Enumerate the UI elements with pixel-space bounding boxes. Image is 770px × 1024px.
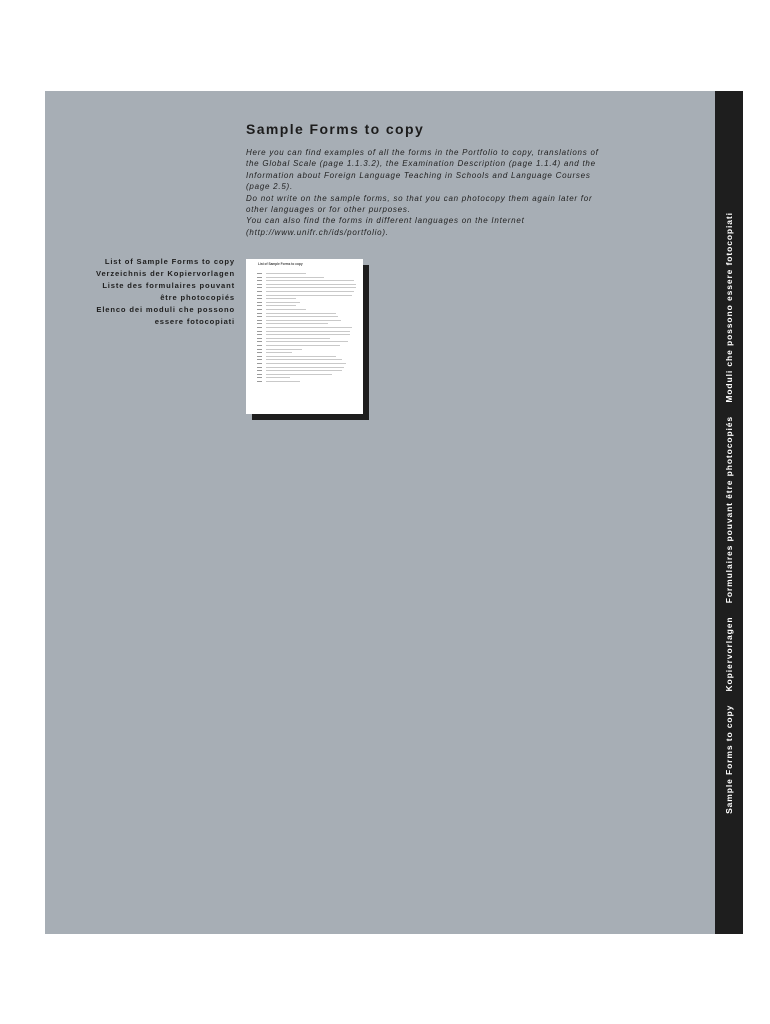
thumbnail-line [266, 359, 342, 360]
thumbnail-line-number [257, 334, 262, 335]
thumbnail-line-number [257, 338, 262, 339]
thumbnail-line-number [257, 284, 262, 285]
sidebar-label-en: Sample Forms to copy [724, 704, 734, 814]
thumbnail-line [266, 349, 302, 350]
intro-paragraph-2: Do not write on the sample forms, so that you can photocopy them again later for other languages or for other purposes. [246, 193, 593, 215]
thumbnail-line-number [257, 345, 262, 346]
thumbnail-line [266, 295, 352, 296]
thumbnail-line [266, 352, 292, 353]
thumbnail-line [266, 291, 354, 292]
sidebar-label-it: Moduli che possono essere fotocopiati [724, 211, 734, 403]
thumbnail-line-number [257, 305, 262, 306]
list-labels [95, 256, 235, 328]
sidebar-label-fr: Formulaires pouvant être photocopiés [724, 415, 734, 603]
thumbnail-title: List of Sample Forms to copy [258, 262, 303, 266]
form-list-thumbnail [246, 259, 363, 414]
thumbnail-line-number [257, 331, 262, 332]
thumbnail-line-number [257, 352, 262, 353]
thumbnail-line [266, 277, 324, 278]
thumbnail-line-number [257, 359, 262, 360]
thumbnail-line [266, 345, 340, 346]
thumbnail-line [266, 381, 300, 382]
list-label-it: Elenco dei moduli che possono essere fotocopiati [96, 305, 235, 326]
thumbnail-line-number [257, 277, 262, 278]
thumbnail-line-number [257, 320, 262, 321]
thumbnail-line [266, 305, 296, 306]
thumbnail-line [266, 302, 300, 303]
thumbnail-line [266, 363, 346, 364]
thumbnail-line [266, 313, 336, 314]
thumbnail-line-number [257, 298, 262, 299]
thumbnail-line-number [257, 291, 262, 292]
intro-text [246, 147, 606, 238]
thumbnail-line [266, 320, 341, 321]
thumbnail-line-number [257, 323, 262, 324]
thumbnail-line [266, 287, 356, 288]
thumbnail-line [266, 356, 336, 357]
thumbnail-line-number [257, 327, 262, 328]
thumbnail-line-number [257, 341, 262, 342]
thumbnail-line-number [257, 356, 262, 357]
thumbnail-line [266, 316, 338, 317]
thumbnail-line [266, 273, 306, 274]
thumbnail-line [266, 298, 296, 299]
thumbnail-line [266, 370, 342, 371]
list-label-de: Verzeichnis der Kopiervorlagen [95, 269, 235, 278]
thumbnail-line-number [257, 302, 262, 303]
thumbnail-line-number [257, 370, 262, 371]
thumbnail-line-number [257, 349, 262, 350]
thumbnail-line-number [257, 367, 262, 368]
thumbnail-line [266, 284, 356, 285]
thumbnail-line-number [257, 313, 262, 314]
thumbnail-line [266, 331, 350, 332]
thumbnail-line-number [257, 374, 262, 375]
thumbnail-line-number [257, 280, 262, 281]
sidebar-title [724, 207, 734, 819]
thumbnail-line [266, 280, 354, 281]
section-sidebar [715, 91, 743, 934]
thumbnail-line-number [257, 316, 262, 317]
thumbnail-line [266, 327, 352, 328]
thumbnail-line [266, 374, 332, 375]
thumbnail-line [266, 341, 348, 342]
thumbnail-line [266, 377, 290, 378]
sidebar-label-de: Kopiervorlagen [724, 616, 734, 691]
thumbnail-line [266, 334, 350, 335]
thumbnail-line [266, 323, 328, 324]
list-label-en: List of Sample Forms to copy [104, 257, 235, 266]
thumbnail-line-number [257, 287, 262, 288]
list-label-fr: Liste des formulaires pouvant être photocopiés [102, 281, 235, 302]
thumbnail-line-number [257, 363, 262, 364]
thumbnail-line [266, 338, 330, 339]
intro-paragraph-1: Here you can find examples of all the forms in the Portfolio to copy, translations of the Global Scale (page 1.1.3.2), the Examination Description (page 1.1.4) and the Information about Foreign Language Teaching in Schools and Language Courses (page 2.5). [246, 148, 599, 192]
thumbnail-line-number [257, 381, 262, 382]
intro-paragraph-3: You can also find the forms in different languages on the Internet (http://www.unifr.ch/ids/portfolio). [246, 216, 525, 237]
thumbnail-line [266, 309, 306, 310]
thumbnail-line-number [257, 273, 262, 274]
thumbnail-line [266, 367, 344, 368]
thumbnail-line-number [257, 309, 262, 310]
thumbnail-line-number [257, 377, 262, 378]
thumbnail-line-number [257, 295, 262, 296]
page-title: Sample Forms to copy [246, 121, 425, 137]
